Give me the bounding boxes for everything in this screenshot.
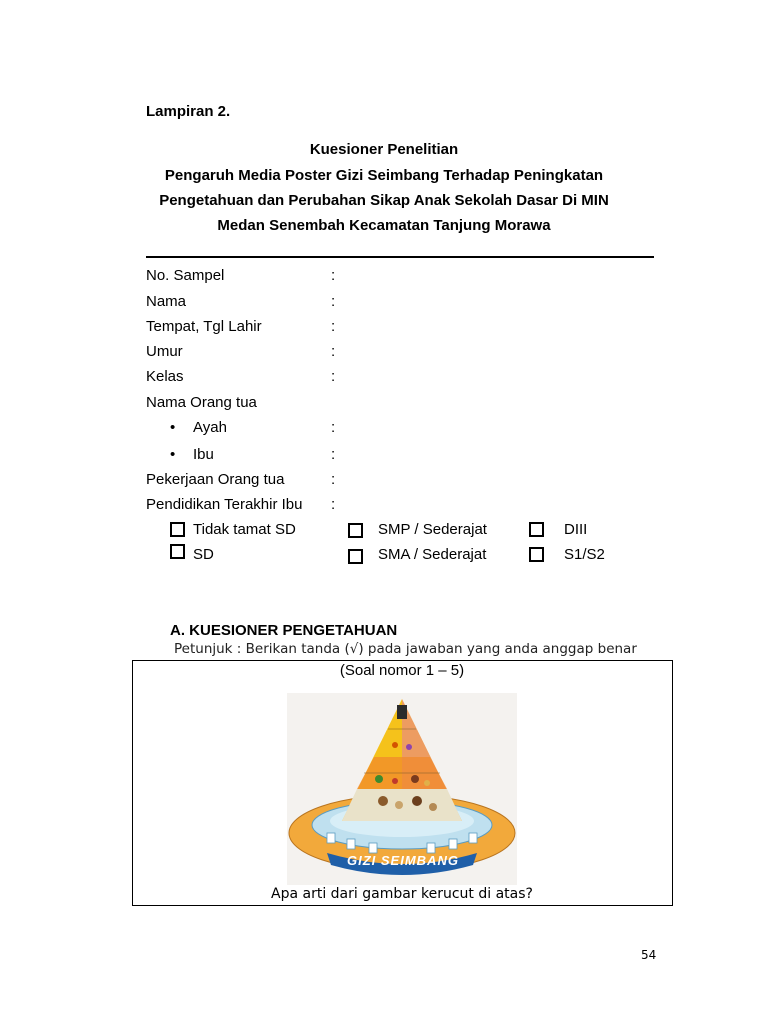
option-label-sma: SMA / Sederajat	[378, 546, 487, 563]
title-line-4: Medan Senembah Kecamatan Tanjung Morawa	[217, 217, 551, 234]
field-label-pekerjaan-orang-tua: Pekerjaan Orang tua	[146, 471, 285, 488]
appendix-label: Lampiran 2.	[146, 103, 231, 120]
bullet-icon: •	[170, 446, 176, 463]
bullet-icon: •	[170, 419, 176, 436]
field-label-pendidikan-terakhir-ibu: Pendidikan Terakhir Ibu	[146, 496, 303, 513]
field-label-ibu: Ibu	[193, 446, 214, 463]
field-label-no-sampel: No. Sampel	[146, 267, 225, 284]
option-label-s1-s2: S1/S2	[564, 546, 605, 563]
field-label-tempat-tgl-lahir: Tempat, Tgl Lahir	[146, 318, 262, 335]
question-range: (Soal nomor 1 – 5)	[339, 662, 465, 679]
page-number: 54	[641, 948, 657, 962]
checkbox-sma[interactable]	[348, 549, 363, 564]
checkbox-tidak-tamat-sd[interactable]	[170, 522, 185, 537]
option-label-smp: SMP / Sederajat	[378, 521, 487, 538]
title-divider	[146, 256, 654, 258]
option-label-diii: DIII	[564, 521, 588, 538]
question-text: Apa arti dari gambar kerucut di atas?	[271, 886, 533, 902]
poster-banner-text: GIZI SEIMBANG	[347, 853, 459, 868]
field-separator: :	[331, 343, 336, 360]
field-separator: :	[331, 293, 336, 310]
section-a-heading: A. KUESIONER PENGETAHUAN	[170, 622, 398, 639]
field-label-nama-orang-tua: Nama Orang tua	[146, 394, 257, 411]
checkbox-diii[interactable]	[529, 522, 544, 537]
section-a-instruction: Petunjuk : Berikan tanda (√) pada jawaban yang anda anggap benar	[174, 641, 637, 657]
checkbox-smp[interactable]	[348, 523, 363, 538]
field-separator: :	[331, 471, 336, 488]
field-label-ayah: Ayah	[193, 419, 227, 436]
title-line-3: Pengetahuan dan Perubahan Sikap Anak Sekolah Dasar Di MIN	[159, 192, 609, 209]
checkbox-sd[interactable]	[170, 544, 185, 559]
field-separator: :	[331, 318, 336, 335]
title-line-1: Kuesioner Penelitian	[309, 141, 459, 158]
title-line-2: Pengaruh Media Poster Gizi Seimbang Terhadap Peningkatan	[164, 167, 604, 184]
checkbox-s1-s2[interactable]	[529, 547, 544, 562]
option-label-sd: SD	[193, 546, 214, 563]
field-separator: :	[331, 446, 336, 463]
option-label-tidak-tamat-sd: Tidak tamat SD	[193, 521, 296, 538]
field-label-umur: Umur	[146, 343, 183, 360]
field-separator: :	[331, 368, 336, 385]
field-separator: :	[331, 267, 336, 284]
field-label-nama: Nama	[146, 293, 187, 310]
field-separator: :	[331, 496, 336, 513]
field-separator: :	[331, 419, 336, 436]
field-label-kelas: Kelas	[146, 368, 184, 385]
